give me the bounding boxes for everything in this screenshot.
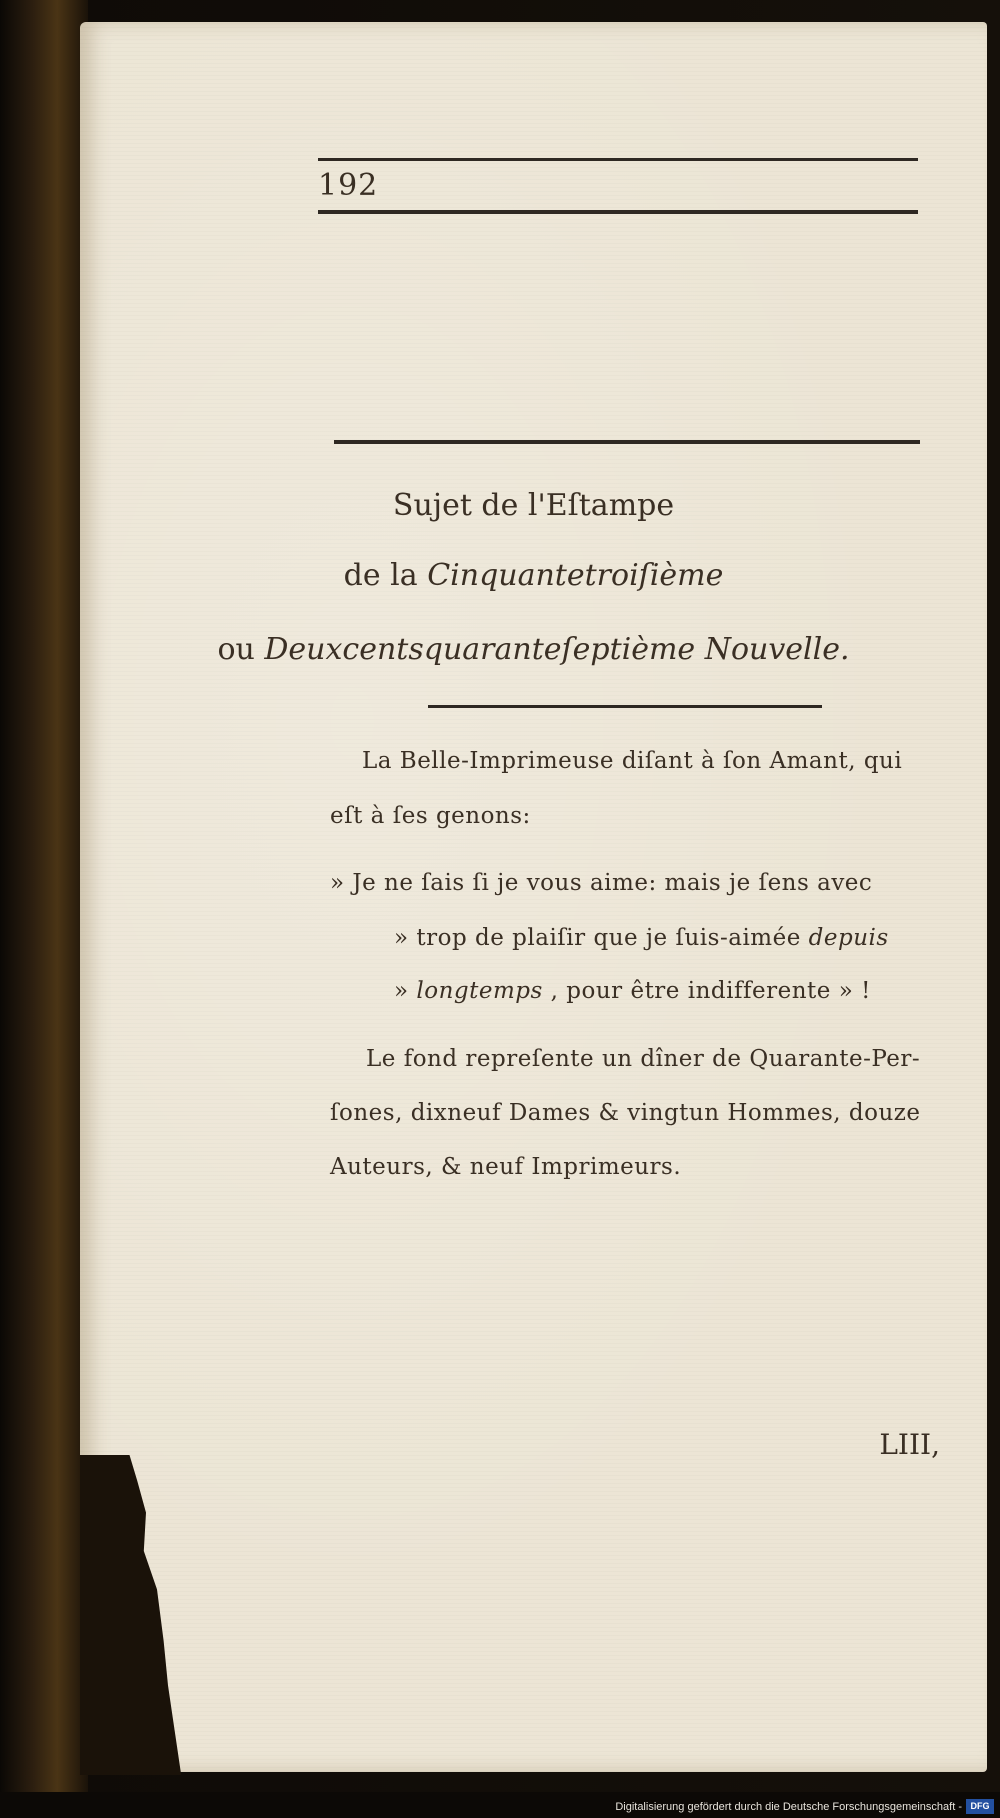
title-line-3-italic: Deuxcentsquaranteſeptième Nouvelle.	[264, 632, 850, 667]
quote-line-3-mark: »	[394, 978, 409, 1004]
paragraph-1-line-1: La Belle-Imprimeuse diſant à ſon Amant, qui	[362, 748, 903, 774]
quote-line-3-italic: longtemps	[416, 978, 543, 1004]
digitization-footer	[0, 1792, 1000, 1818]
title-line-2	[80, 558, 987, 593]
footer-credit: Digitalisierung gefördert durch die Deutsche Forschungsgemeinschaft -	[615, 1801, 962, 1813]
book-spine	[0, 0, 88, 1818]
catchword-signature: LIII,	[879, 1428, 940, 1461]
title-line-2-italic: Cinquantetroiſième	[427, 558, 724, 593]
title-divider	[428, 705, 822, 708]
quote-line-3	[394, 978, 871, 1004]
paragraph-2-line-3: Auteurs, & neuf Imprimeurs.	[330, 1154, 682, 1180]
title-line-3-prefix: ou	[217, 632, 255, 667]
quote-line-1: » Je ne ſais ſi je vous aime: mais je ſens avec	[330, 870, 873, 896]
page-number: 192	[318, 168, 379, 203]
title-line-1	[80, 488, 987, 523]
paragraph-2-line-2: ſones, dixneuf Dames & vingtun Hommes, douze	[330, 1100, 921, 1126]
paragraph-2-line-1: Le fond repreſente un dîner de Quarante-Per-	[366, 1046, 921, 1072]
quote-line-2-italic: depuis	[808, 925, 889, 951]
title-line-1-text: Sujet de l'Eſtampe	[392, 488, 675, 523]
quote-line-2-text: » trop de plaiſir que je ſuis-aimée	[394, 925, 801, 951]
paragraph-1-line-2: eſt à ſes genons:	[330, 803, 531, 829]
header-rule-bottom	[318, 210, 918, 214]
paper-page	[80, 22, 987, 1772]
title-line-3	[80, 632, 987, 667]
quote-line-2	[394, 925, 889, 951]
section-rule	[334, 440, 920, 444]
quote-line-3-text: , pour être indifferente » !	[550, 978, 871, 1004]
title-line-2-prefix: de la	[343, 558, 418, 593]
dfg-logo: DFG	[966, 1799, 994, 1814]
header-rule-top	[318, 158, 918, 161]
